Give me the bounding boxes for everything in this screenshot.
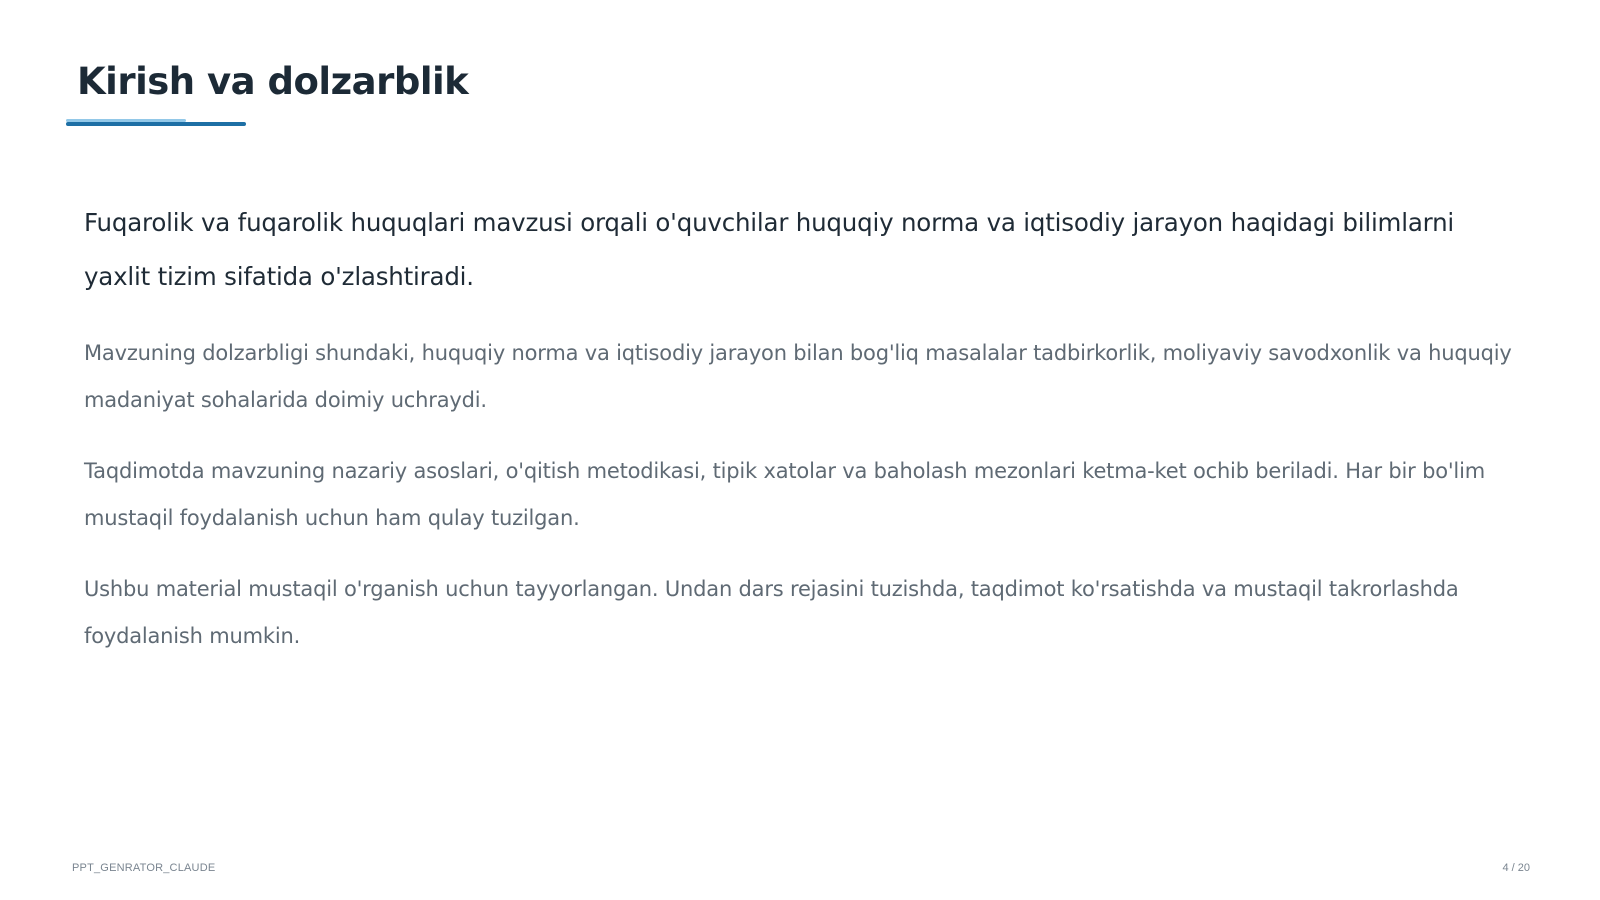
footer-source: PPT_GENRATOR_CLAUDE (72, 862, 216, 874)
lead-paragraph: Fuqarolik va fuqarolik huquqlari mavzusi orqali o'quvchilar huquqiy norma va iqtisodiy jarayon haqidagi bilimlarni yaxlit tizim sifatida o'zlashtiradi. (84, 208, 1455, 291)
body-paragraph-relevance: Mavzuning dolzarbligi shundaki, huquqiy norma va iqtisodiy jarayon bilan bog'liq masalalar tadbirkorlik, moliyaviy savodxonlik va huquqiy madaniyat sohalarida doimiy uchraydi. (84, 341, 1512, 412)
title-underline (66, 122, 246, 126)
body-paragraph-structure: Taqdimotda mavzuning nazariy asoslari, o'qitish metodikasi, tipik xatolar va baholash mezonlari ketma-ket ochib beriladi. Har bir bo'lim mustaqil foydalanish uchun ham qulay tuzilgan. (84, 459, 1485, 530)
body-paragraph-usage: Ushbu material mustaqil o'rganish uchun tayyorlangan. Undan dars rejasini tuzishda, taqdimot ko'rsatishda va mustaqil takrorlashda foydalanish mumkin. (84, 577, 1459, 648)
slide-content (84, 196, 1524, 684)
slide-title: Kirish va dolzarblik (77, 60, 469, 103)
page-number: 4 / 20 (1502, 862, 1530, 874)
